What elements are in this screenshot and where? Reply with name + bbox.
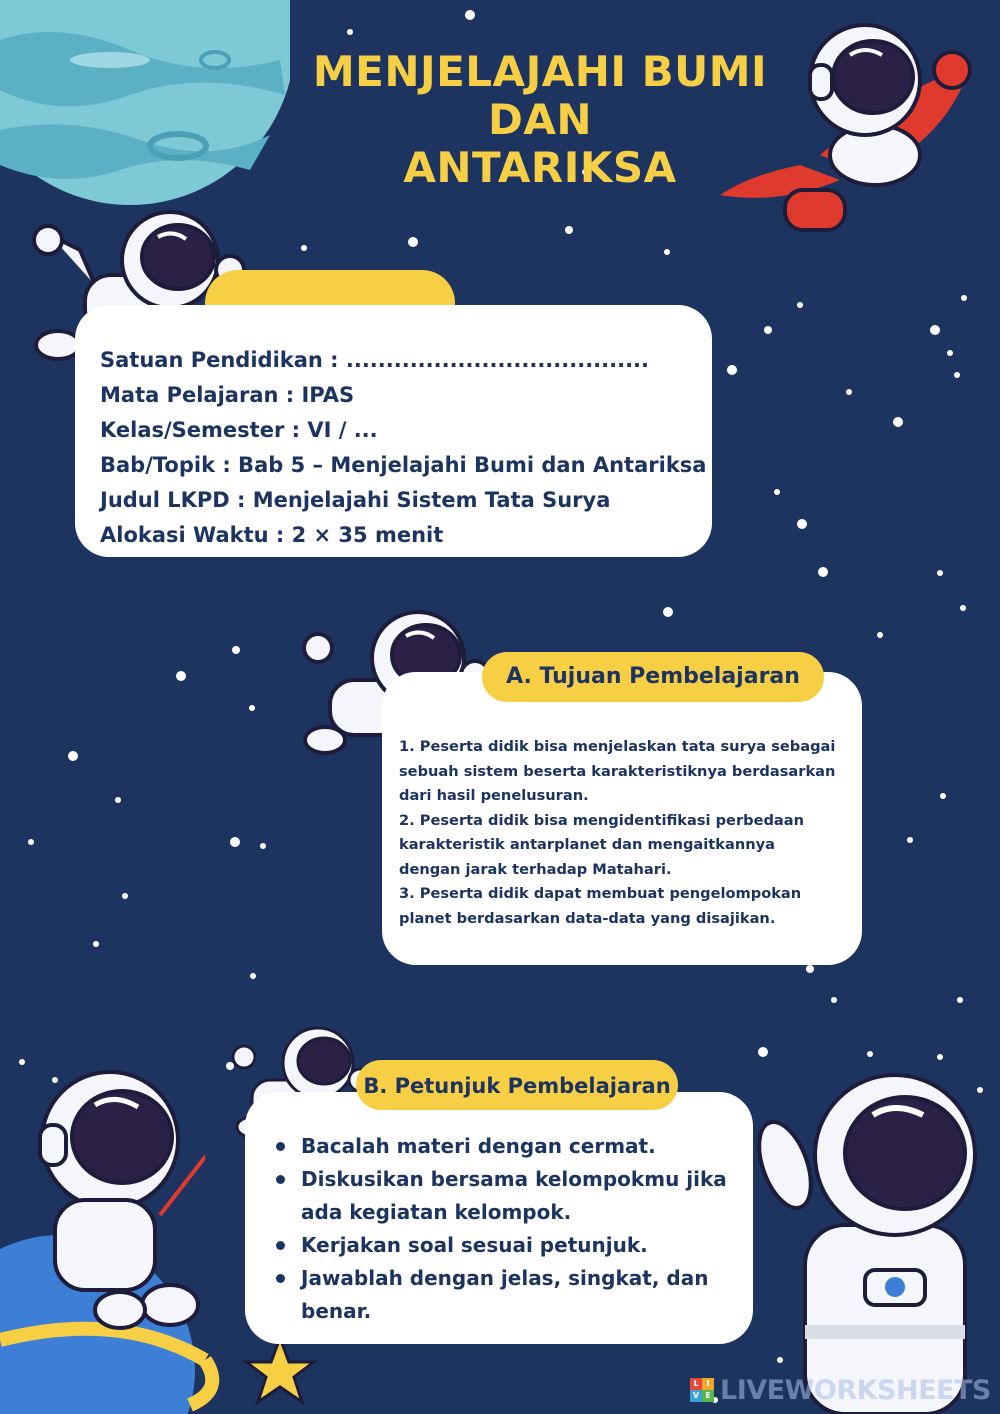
list-item-text: benar. xyxy=(301,1299,372,1323)
info-satuan-pendidikan: Satuan Pendidikan : ...................................... xyxy=(100,348,650,372)
petunjuk-heading: B. Petunjuk Pembelajaran xyxy=(356,1060,678,1110)
info-list xyxy=(100,343,706,553)
info-alokasi-waktu: Alokasi Waktu : 2 × 35 menit xyxy=(100,523,444,547)
info-bab-topik: Bab/Topik : Bab 5 – Menjelajahi Bumi dan Antariksa xyxy=(100,453,707,477)
watermark-text: LIVEWORKSHEETS xyxy=(720,1374,991,1406)
list-item-text: Diskusikan bersama kelompokmu jika xyxy=(301,1167,727,1191)
bullet-icon xyxy=(276,1274,285,1283)
tujuan-line: dari hasil penelusuran. xyxy=(399,787,589,804)
bullet-icon xyxy=(276,1175,285,1184)
title-line-1: MENJELAJAHI BUMI xyxy=(312,47,768,96)
tujuan-line: planet berdasarkan data-data yang disajikan. xyxy=(399,909,776,927)
astronaut-icon xyxy=(20,1065,205,1335)
bullet-icon xyxy=(276,1241,285,1250)
list-item xyxy=(270,1163,727,1229)
list-item-text: ada kegiatan kelompok. xyxy=(301,1200,572,1224)
tujuan-heading: A. Tujuan Pembelajaran xyxy=(482,652,824,702)
petunjuk-list xyxy=(270,1130,727,1328)
tujuan-list xyxy=(399,735,854,931)
list-item xyxy=(270,1262,727,1328)
title-line-2: DAN xyxy=(487,95,593,144)
tujuan-line: dengan jarak terhadap Matahari. xyxy=(399,860,672,878)
liveworksheets-logo-icon: L I V E xyxy=(690,1378,714,1402)
astronaut-icon xyxy=(755,1065,1000,1414)
tujuan-line: 1. Peserta didik bisa menjelaskan tata surya sebagai xyxy=(399,738,836,755)
list-item xyxy=(270,1130,727,1163)
page-title xyxy=(290,48,790,192)
title-line-3: ANTARIKSA xyxy=(403,143,677,192)
list-item-text: Bacalah materi dengan cermat. xyxy=(301,1134,656,1158)
list-item-text: Jawablah dengan jelas, singkat, dan xyxy=(301,1266,709,1290)
tujuan-line: sebuah sistem beserta karakteristiknya berdasarkan xyxy=(399,762,836,780)
info-mata-pelajaran: Mata Pelajaran : IPAS xyxy=(100,383,355,407)
liveworksheets-watermark[interactable] xyxy=(690,1375,991,1405)
bullet-icon xyxy=(276,1142,285,1151)
info-judul-lkpd: Judul LKPD : Menjelajahi Sistem Tata Surya xyxy=(100,488,611,512)
tujuan-line: 3. Peserta didik dapat membuat pengelompokan xyxy=(399,885,802,902)
list-item-text: Kerjakan soal sesuai petunjuk. xyxy=(301,1233,648,1257)
list-item xyxy=(270,1229,727,1262)
planet-icon xyxy=(0,0,290,205)
info-kelas-semester: Kelas/Semester : VI / ... xyxy=(100,418,378,442)
tujuan-line: 2. Peserta didik bisa mengidentifikasi perbedaan xyxy=(399,811,805,829)
tujuan-line: karakteristik antarplanet dan mengaitkannya xyxy=(399,836,775,853)
